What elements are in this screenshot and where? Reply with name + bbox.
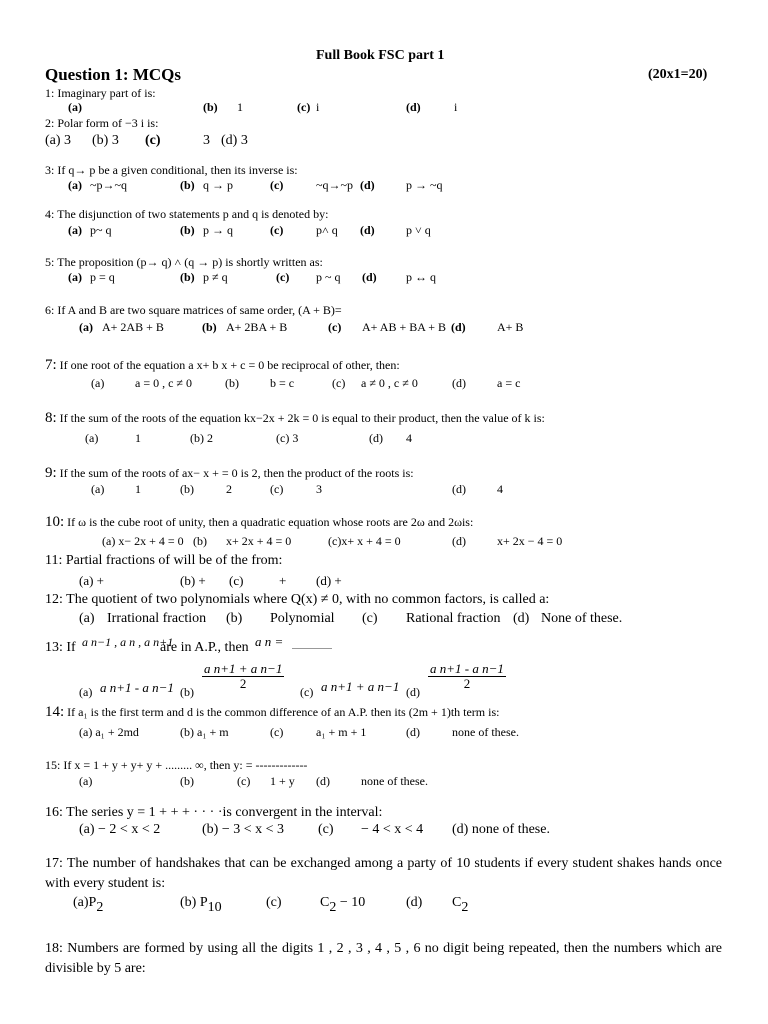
option-c-label: (c) xyxy=(270,482,284,496)
fraction-numerator: a n+1 + a n−1 xyxy=(204,661,283,676)
option-d-text: none of these. xyxy=(452,725,519,739)
option-b: (b) − 3 < x < 3 xyxy=(202,822,285,837)
option-a: (a) 3 xyxy=(45,133,72,148)
option-c-label: (c) xyxy=(276,270,290,284)
option-a-subscript: 2 xyxy=(96,900,104,915)
option-b-label: (b) xyxy=(193,534,207,548)
option-a: (a) x− 2x + 4 = 0 xyxy=(102,534,184,548)
option-a xyxy=(73,896,103,915)
option-c-label: (c) xyxy=(145,133,161,148)
option-c-subscript: 2 xyxy=(329,900,337,915)
option-c-expr: a n+1 + a n−1 xyxy=(321,679,400,694)
option-b: (b) 2 xyxy=(190,431,213,445)
option-a-label: (a) xyxy=(68,270,82,284)
option-a-label: (a) xyxy=(79,320,93,334)
option-c-label: (c) xyxy=(362,611,378,626)
option-d-subscript: 2 xyxy=(461,900,469,915)
an-term: a n = xyxy=(255,634,284,649)
question-number: 9: xyxy=(45,465,57,481)
question-number: 8: xyxy=(45,410,57,426)
option-c-text: A+ AB + BA + B xyxy=(362,320,446,334)
ap-terms: a n−1 , a n , a n+1 xyxy=(82,635,174,649)
option-d-text: C xyxy=(452,895,462,910)
option-a-text: A+ 2AB + B xyxy=(102,320,164,334)
option-b-subscript: 10 xyxy=(207,900,222,915)
option-d-label: (d) xyxy=(369,431,383,445)
option-c: (c)x+ x + 4 = 0 xyxy=(328,534,401,548)
option-d-label: (d) xyxy=(406,895,423,910)
option-d-label: (d) xyxy=(360,223,375,237)
option-d-label: (d) xyxy=(451,320,466,334)
option-d-text: i xyxy=(454,100,458,114)
option-a-label: (a) xyxy=(91,482,105,496)
option-b-label: (b) xyxy=(225,376,239,390)
option-b-label: (b) xyxy=(180,270,195,284)
option-a-label: (a) xyxy=(68,178,82,192)
option-b-text: 1 xyxy=(237,100,243,114)
option-d-text: p → ~q xyxy=(406,178,443,192)
option-b-label: (b) xyxy=(180,178,195,192)
option-d-text: none of these. xyxy=(361,774,428,788)
option-d-fraction xyxy=(428,661,506,690)
question-stem: 16: The series y = 1 + + + · · · ·is convergent in the interval: xyxy=(45,805,383,820)
marks-label: (20x1=20) xyxy=(648,67,708,82)
question-stem: 6: If A and B are two square matrices of same order, (A + B)= xyxy=(45,303,342,317)
question-stem: 4: The disjunction of two statements p and q is denoted by: xyxy=(45,207,329,221)
option-a: (a) − 2 < x < 2 xyxy=(79,822,161,837)
option-b-label: (b) xyxy=(203,100,218,114)
option-c-label: (c) xyxy=(237,774,251,788)
option-d-label: (d) xyxy=(362,270,377,284)
option-b-text: (b) P xyxy=(180,895,208,910)
option-c-text: Rational fraction xyxy=(406,611,501,626)
option-d-label: (d) xyxy=(406,725,420,739)
option-a-text: p~ q xyxy=(90,223,112,237)
option-b: (b) a₁ + m xyxy=(180,725,229,739)
option-a-label: (a) xyxy=(85,431,99,445)
option-b-text: 2 xyxy=(226,482,232,496)
option-b-text: b = c xyxy=(270,376,295,390)
option-b-label: (b) xyxy=(202,320,217,334)
option-a-text: (a)P xyxy=(73,895,97,910)
fraction-numerator: a n+1 - a n−1 xyxy=(430,661,504,676)
option-d: (d) none of these. xyxy=(452,822,550,837)
question-stem: If one root of the equation a x+ b x + c = 0 be reciprocal of other, then: xyxy=(56,358,400,372)
option-c-text: C xyxy=(320,895,330,910)
option-a: (a) a₁ + 2md xyxy=(79,725,139,739)
option-d-text: A+ B xyxy=(497,320,524,334)
option-b-text: p → q xyxy=(203,223,233,237)
answer-blank xyxy=(292,648,332,649)
option-c: (c) 3 xyxy=(276,431,299,445)
question-stem: 15: If x = 1 + y + y+ y + ......... ∞, then y: = ------------- xyxy=(45,758,308,772)
question-number: 7: xyxy=(45,357,57,373)
option-b-text: x+ 2x + 4 = 0 xyxy=(226,534,292,548)
option-b-label: (b) xyxy=(180,774,194,788)
option-b-label: (b) xyxy=(180,685,194,699)
option-c-rest: − 10 xyxy=(336,895,366,910)
option-b xyxy=(180,896,222,915)
option-d-label: (d) xyxy=(513,611,530,626)
option-d-label: (d) xyxy=(452,376,466,390)
question-stem: If the sum of the roots of the equation kx−2x + 2k = 0 is equal to their product, then the value of k is: xyxy=(56,411,545,425)
option-a-text: 1 xyxy=(135,431,141,445)
option-c-text: 1 + y xyxy=(270,774,295,788)
option-c-text: ~q→~p xyxy=(316,178,353,192)
option-c-label: (c) xyxy=(270,725,284,739)
option-c-text: p ~ q xyxy=(316,270,341,284)
option-a-label: (a) xyxy=(68,223,82,237)
question-mid: are in A.P., then xyxy=(160,640,249,655)
option-d-text: None of these. xyxy=(541,611,623,626)
question-stem: 3: If q→ p be a given conditional, then its inverse is: xyxy=(45,163,298,177)
page-title: Full Book FSC part 1 xyxy=(316,48,445,63)
option-a-label: (a) xyxy=(91,376,105,390)
question-prefix: 13: If xyxy=(45,640,76,655)
option-d-label: (d) xyxy=(406,100,421,114)
option-c-text: 3 xyxy=(203,133,210,148)
option-b-text: q → p xyxy=(203,178,233,192)
option-c-label: (c) xyxy=(300,685,314,699)
option-a-expr: a n+1 - a n−1 xyxy=(100,680,174,695)
option-c-label: (c) xyxy=(270,223,284,237)
option-a-text: p = q xyxy=(90,270,115,284)
option-d-label: (d) xyxy=(452,482,466,496)
question-stem: If the sum of the roots of ax− x + = 0 is 2, then the product of the roots is: xyxy=(56,466,414,480)
option-c-text: a₁ + m + 1 xyxy=(316,725,367,739)
option-c-text: + xyxy=(279,573,287,588)
question-stem: 12: The quotient of two polynomials where Q(x) ≠ 0, with no common factors, is called a: xyxy=(45,592,550,607)
option-c-text: p˄ q xyxy=(316,223,338,237)
option-b-label: (b) xyxy=(226,611,243,626)
option-a-label: (a) xyxy=(79,774,93,788)
option-b-fraction xyxy=(202,661,284,690)
question-number: 14: xyxy=(45,704,65,720)
question-stem: 1: Imaginary part of is: xyxy=(45,86,156,100)
option-d-text: a = c xyxy=(497,376,521,390)
option-b-text: A+ 2BA + B xyxy=(226,320,288,334)
option-c-text: − 4 < x < 4 xyxy=(361,822,424,837)
option-c-label: (c) xyxy=(328,320,342,334)
option-a-label: (a) xyxy=(79,611,95,626)
question-stem: 17: The number of handshakes that can be exchanged among a party of 10 students if every student shakes hands once with every student is: xyxy=(45,856,722,891)
option-a-text: 1 xyxy=(135,482,141,496)
option-a-text: a = 0 , c ≠ 0 xyxy=(135,376,193,390)
option-c-text: 3 xyxy=(316,482,322,496)
question-stem: 11: Partial fractions of will be of the from: xyxy=(45,553,283,568)
option-d-label: (d) xyxy=(360,178,375,192)
question-number: 10: xyxy=(45,514,65,530)
question-stem: 2: Polar form of −3 i is: xyxy=(45,116,159,130)
option-d-text: x+ 2x − 4 = 0 xyxy=(497,534,563,548)
option-c-label: (c) xyxy=(297,100,311,114)
option-c-label: (c) xyxy=(266,895,282,910)
option-d xyxy=(452,896,468,915)
option-b-label: (b) xyxy=(180,482,194,496)
option-c xyxy=(320,896,365,915)
option-d-text: 4 xyxy=(497,482,503,496)
option-d-text: p ↔ q xyxy=(406,270,436,284)
option-c-text: i xyxy=(316,100,320,114)
option-b: (b) + xyxy=(180,573,206,588)
option-c-label: (c) xyxy=(332,376,346,390)
option-d: (d) 3 xyxy=(221,133,248,148)
option-d: (d) + xyxy=(316,573,342,588)
option-c-label: (c) xyxy=(318,822,334,837)
option-a: (a) + xyxy=(79,573,105,588)
option-d-text: 4 xyxy=(406,431,412,445)
option-a-text: ~p→~q xyxy=(90,178,127,192)
question-stem: If ω is the cube root of unity, then a quadratic equation whose roots are 2ω and 2ωis: xyxy=(64,515,474,529)
option-c-label: (c) xyxy=(270,178,284,192)
option-c-label: (c) xyxy=(229,573,244,588)
option-c-text: a ≠ 0 , c ≠ 0 xyxy=(361,376,418,390)
fraction-denominator: 2 xyxy=(239,676,247,691)
question-stem: If a₁ is the first term and d is the common difference of an A.P. then its (2m + 1)th term is: xyxy=(64,705,500,719)
option-d-label: (d) xyxy=(406,685,420,699)
question-stem: 18: Numbers are formed by using all the digits 1 , 2 , 3 , 4 , 5 , 6 no digit being repeated, then the numbers which are divisible by 5 are: xyxy=(45,941,722,976)
option-b: (b) 3 xyxy=(92,133,119,148)
option-a-label: (a) xyxy=(68,100,82,114)
fraction-denominator: 2 xyxy=(463,676,471,691)
option-a-label: (a) xyxy=(79,685,93,699)
option-d-label: (d) xyxy=(452,534,466,548)
option-d-text: p ˅ q xyxy=(406,223,431,237)
option-b-label: (b) xyxy=(180,223,195,237)
option-a-text: Irrational fraction xyxy=(107,611,207,626)
option-b-text: p ≠ q xyxy=(203,270,228,284)
section-heading: Question 1: MCQs xyxy=(45,65,181,84)
option-b-text: Polynomial xyxy=(270,611,335,626)
question-stem: 5: The proposition (p→ q) ˄ (q → p) is shortly written as: xyxy=(45,255,323,269)
option-d-label: (d) xyxy=(316,774,330,788)
